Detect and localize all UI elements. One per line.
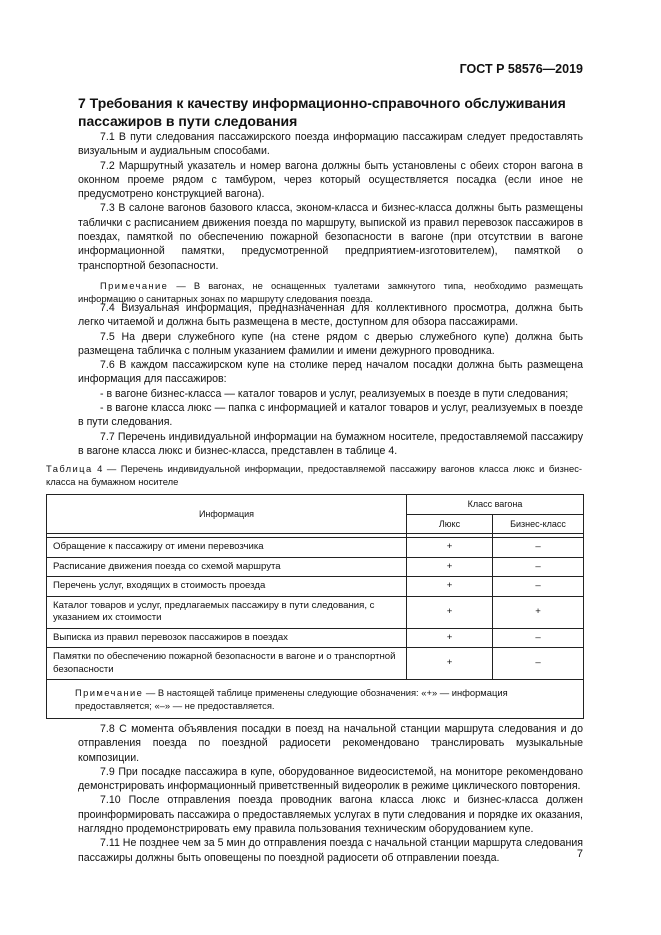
- cell-lux: +: [407, 538, 493, 558]
- document-code: ГОСТ Р 58576—2019: [459, 62, 583, 76]
- paragraph-7-10: 7.10 После отправления поезда проводник вагона класса люкс и бизнес-класса должен проинформировать пассажира о предоставляемых услугах в пути следования и порядке их оказания, наглядно продемонстрировать ему правила пользования техническим оборудованием купе.: [78, 794, 583, 836]
- paragraph-7-9: 7.9 При посадке пассажира в купе, оборудованное видеосистемой, на мониторе рекомендовано демонстрировать информационный приветственный видеоролик в режиме циклического повторения.: [78, 765, 583, 793]
- paragraph-7-2: 7.2 Маршрутный указатель и номер вагона должны быть установлены с обеих сторон вагона в оконном проеме рядом с тамбуром, через который осуществляется посадка (если иное не предусмотрено конструкцией вагона).: [78, 159, 583, 201]
- paragraph-7-11: 7.11 Не позднее чем за 5 мин до отправления поезда с начальной станции маршрута следования пассажиры должны быть оповещены по поездной радиосети об отправлении поезда.: [78, 837, 583, 864]
- table-caption-label: Таблица: [46, 463, 93, 474]
- paragraph-7-7: 7.7 Перечень индивидуальной информации на бумажном носителе, предоставляемой пассажиру в вагоне класса люкс и бизнес-класса, представлен в таблице 4.: [78, 430, 583, 457]
- paragraph-7-6: 7.6 В каждом пассажирском купе на столике перед началом посадки должна быть размещена информация для пассажиров:: [78, 359, 583, 386]
- paragraph-7-4: 7.4 Визуальная информация, предназначенная для коллективного просмотра, должна быть легко читаемой и должна быть размещена в месте, доступном для обзора пассажирами.: [78, 302, 583, 329]
- paragraph-7-8: 7.8 С момента объявления посадки в поезд на начальной станции маршрута следования и до отправления поезда по поездной радиосети рекомендовано транслировать музыкальные композиции.: [78, 723, 583, 764]
- table-row: [47, 628, 584, 648]
- table-row: [47, 648, 584, 680]
- cell-business: +: [493, 596, 584, 628]
- column-header-info: Информация: [47, 495, 407, 534]
- table-note-text: — В настоящей таблице применены следующие обозначения: «+» — информация предоставляется; «–» — не предоставляется.: [75, 687, 508, 711]
- cell-info: Памятки по обеспечению пожарной безопасности в вагоне и о транспортной безопасности: [47, 648, 407, 680]
- column-header-class: Класс вагона: [407, 495, 584, 515]
- note-text: — В вагонах, не оснащенных туалетами замкнутого типа, необходимо размещать информацию о санитарных зонах по маршруту следования поезда.: [78, 279, 583, 305]
- paragraph-7-1: 7.1 В пути следования пассажирского поезда информацию пассажирам следует предоставлять визуальным и аудиальным способами.: [78, 131, 583, 158]
- note-label: Примечание: [100, 279, 169, 291]
- cell-info: Обращение к пассажиру от имени перевозчика: [47, 538, 407, 558]
- cell-info: Выписка из правил перевозок пассажиров в поездах: [47, 628, 407, 648]
- paragraph-7-3: 7.3 В салоне вагонов базового класса, эконом-класса и бизнес-класса должны быть размещены таблички с расписанием движения поезда по маршруту, выпиской из правил перевозок пассажиров в поездах, памяткой по обеспечению пожарной безопасности в вагоне (при отсутствии в вагоне информационной памятки, предусмотренной предприятием-изготовителем), памяткой о транспортной безопасности.: [78, 202, 583, 272]
- cell-info: Расписание движения поезда со схемой маршрута: [47, 557, 407, 577]
- cell-lux: +: [407, 577, 493, 597]
- cell-business: –: [493, 628, 584, 648]
- table-row: [47, 557, 584, 577]
- cell-info: Перечень услуг, входящих в стоимость проезда: [47, 577, 407, 597]
- table-row: [47, 577, 584, 597]
- column-header-lux: Люкс: [407, 514, 493, 534]
- page-number: 7: [576, 848, 583, 860]
- info-table: [46, 494, 584, 719]
- table-note-label: Примечание: [75, 687, 144, 698]
- cell-business: –: [493, 577, 584, 597]
- cell-lux: +: [407, 628, 493, 648]
- cell-lux: +: [407, 648, 493, 680]
- cell-business: –: [493, 557, 584, 577]
- table-row: [47, 538, 584, 558]
- table-note-row: [47, 680, 584, 719]
- paragraphs-7-1-to-7-3: [78, 130, 583, 306]
- paragraphs-7-4-to-7-7: [78, 301, 583, 458]
- list-item-lux: - в вагоне класса люкс — папка с информацией и каталог товаров и услуг, реализуемых в поезде в пути следования.: [78, 402, 583, 429]
- table-caption-text: 4 — Перечень индивидуальной информации, предоставляемой пассажиру вагонов класса люкс и бизнес-класса на бумажном носителе: [46, 463, 582, 487]
- paragraph-7-5: 7.5 На двери служебного купе (на стене рядом с дверью служебного купе) должна быть размещена табличка с полным указанием фамилии и имени дежурного проводника.: [78, 330, 583, 357]
- list-item-business: - в вагоне бизнес-класса — каталог товаров и услуг, реализуемых в поезде в пути следования;: [100, 387, 569, 400]
- table-row: [47, 596, 584, 628]
- column-header-business: Бизнес-класс: [493, 514, 584, 534]
- cell-lux: +: [407, 557, 493, 577]
- cell-info: Каталог товаров и услуг, предлагаемых пассажиру в пути следования, с указанием их стоимости: [47, 596, 407, 628]
- table-note: [47, 680, 584, 719]
- cell-lux: +: [407, 596, 493, 628]
- section-title: 7 Требования к качеству информационно-справочного обслуживания пассажиров в пути следования: [78, 95, 566, 129]
- table-caption: [46, 462, 582, 488]
- cell-business: –: [493, 648, 584, 680]
- paragraphs-7-8-to-7-11: [78, 722, 583, 865]
- cell-business: –: [493, 538, 584, 558]
